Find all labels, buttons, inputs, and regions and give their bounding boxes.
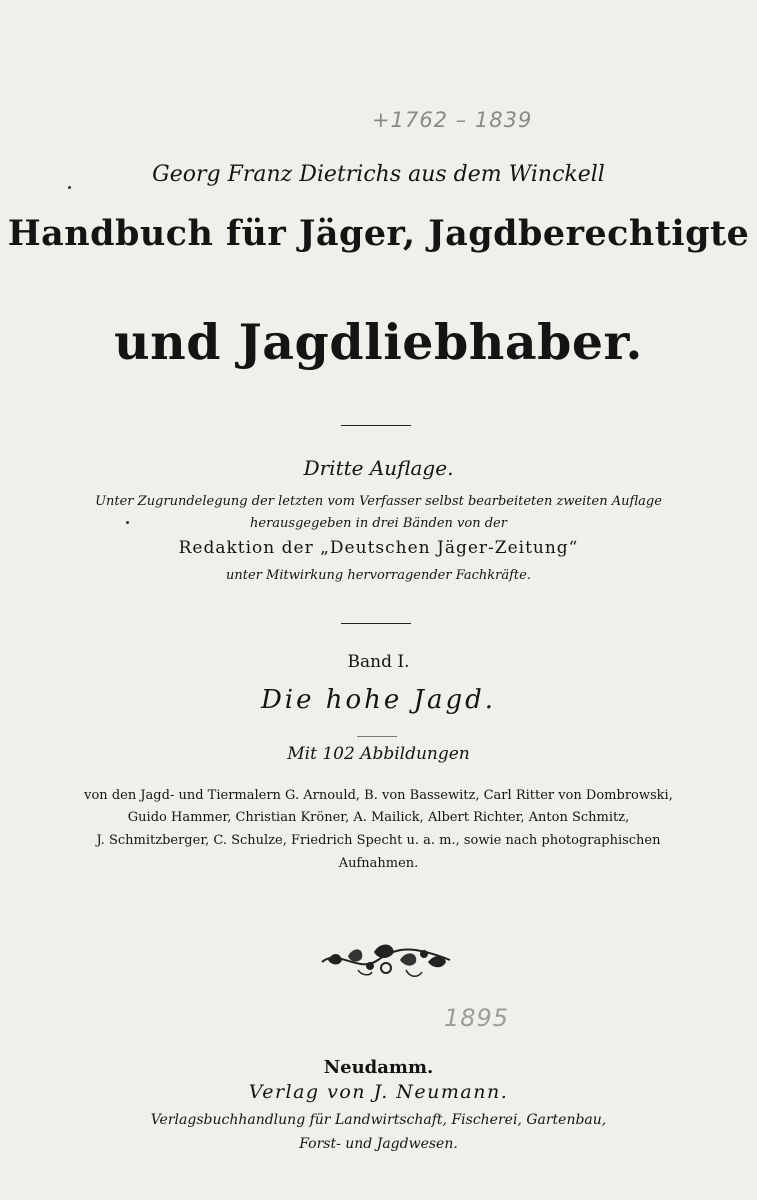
imprint-publisher: Verlag von J. Neumann. bbox=[248, 1081, 509, 1103]
floral-ornament bbox=[318, 938, 454, 982]
volume-title: Die hohe Jagd. bbox=[260, 685, 497, 715]
edition-statement: Dritte Auflage. bbox=[303, 456, 454, 480]
illustrations-note: Mit 102 Abbildungen bbox=[287, 744, 470, 764]
divider-rule bbox=[341, 623, 411, 624]
author-line: Georg Franz Dietrichs aus dem Winckell bbox=[152, 162, 605, 187]
imprint-place: Neudamm. bbox=[323, 1057, 434, 1078]
artists-line: Aufnahmen. bbox=[338, 856, 419, 871]
imprint-description-line: Forst- und Jagdwesen. bbox=[299, 1136, 458, 1152]
editor-line: Redaktion der „Deutschen Jäger-Zeitung“ bbox=[178, 538, 579, 558]
artists-line: von den Jagd- und Tiermalern G. Arnould, B. von Bassewitz, Carl Ritter von Dombrowski, bbox=[84, 788, 673, 803]
pencil-dates-annotation: +1762 – 1839 bbox=[372, 108, 533, 132]
short-rule bbox=[357, 736, 397, 737]
title-line-1: Handbuch für Jäger, Jagdberechtigte bbox=[7, 213, 750, 254]
artists-line: Guido Hammer, Christian Kröner, A. Mailick, Albert Richter, Anton Schmitz, bbox=[127, 810, 630, 825]
artists-line: J. Schmitzberger, C. Schulze, Friedrich Specht u. a. m., sowie nach photographischen bbox=[96, 833, 661, 848]
statement-line: herausgegeben in drei Bänden von der bbox=[250, 516, 507, 531]
imprint-description-line: Verlagsbuchhandlung für Landwirtschaft, Fischerei, Gartenbau, bbox=[150, 1112, 607, 1128]
statement-line: unter Mitwirkung hervorragender Fachkräfte. bbox=[226, 568, 531, 583]
title-line-2: und Jagdliebhaber. bbox=[114, 313, 643, 371]
pencil-year-annotation: 1895 bbox=[444, 1004, 510, 1032]
divider-rule bbox=[341, 425, 411, 426]
volume-number: Band I. bbox=[347, 652, 410, 672]
statement-line: Unter Zugrundelegung der letzten vom Verfasser selbst bearbeiteten zweiten Auflage bbox=[95, 494, 662, 509]
